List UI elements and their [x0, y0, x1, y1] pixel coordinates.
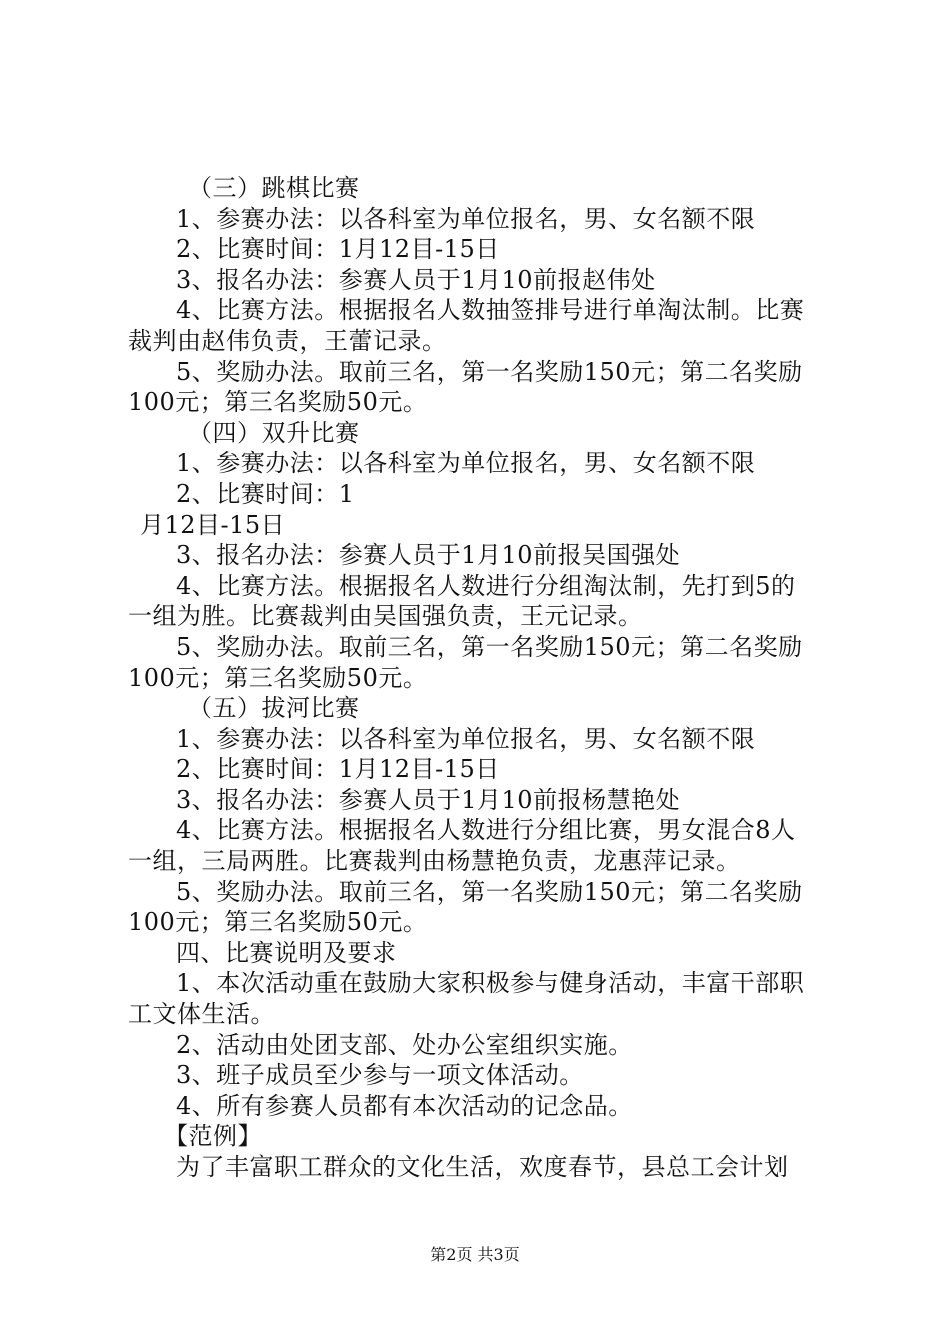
paragraph-line: 4、比赛方法。根据报名人数进行分组淘汰制，先打到5的 [176, 571, 796, 600]
paragraph-line: 3、报名办法：参赛人员于1月10前报杨慧艳处 [176, 785, 681, 814]
paragraph-line: 一组，三局两胜。比赛裁判由杨慧艳负责，龙惠萍记录。 [128, 847, 741, 876]
paragraph-line: 4、所有参赛人员都有本次活动的记念品。 [176, 1091, 633, 1120]
section-heading-checkers: （三）跳棋比赛 [188, 174, 360, 202]
paragraph-line: 1、参赛办法：以各科室为单位报名，男、女名额不限 [176, 204, 756, 233]
paragraph-line: 4、比赛方法。根据报名人数抽签排号进行单淘汰制。比赛 [176, 296, 805, 325]
page-footer: 第2页 共3页 [430, 1245, 520, 1264]
paragraph-line: 3、班子成员至少参与一项文体活动。 [176, 1061, 584, 1090]
paragraph-line: 100元；第三名奖励50元。 [128, 388, 428, 417]
paragraph-line: 100元；第三名奖励50元。 [128, 908, 428, 937]
section-heading-requirements: 四、比赛说明及要求 [176, 938, 397, 967]
paragraph-line: 100元；第三名奖励50元。 [128, 663, 428, 692]
paragraph-line: 2、比赛时间：1月12目-15日 [176, 235, 500, 264]
paragraph-line: 裁判由赵伟负责，王蕾记录。 [128, 326, 447, 355]
section-heading-shuangsheng: （四）双升比赛 [188, 418, 360, 447]
paragraph-line: 3、报名办法：参赛人员于1月10前报赵伟处 [176, 265, 656, 294]
paragraph-line: 1、参赛办法：以各科室为单位报名，男、女名额不限 [176, 724, 756, 753]
paragraph-line: 3、报名办法：参赛人员于1月10前报吴国强处 [176, 541, 681, 570]
paragraph-line: 一组为胜。比赛裁判由吴国强负责，王元记录。 [128, 602, 643, 631]
paragraph-line: 工文体生活。 [128, 1000, 275, 1029]
paragraph-line: 为了丰富职工群众的文化生活，欢度春节，县总工会计划 [176, 1153, 789, 1181]
paragraph-line: 5、奖励办法。取前三名，第一名奖励150元；第二名奖励 [176, 632, 803, 661]
paragraph-line: 4、比赛方法。根据报名人数进行分组比赛，男女混合8人 [176, 816, 796, 845]
paragraph-line: 1、本次活动重在鼓励大家积极参与健身活动，丰富干部职 [176, 969, 805, 998]
paragraph-line: 5、奖励办法。取前三名，第一名奖励150元；第二名奖励 [176, 877, 803, 906]
document-body [128, 173, 833, 1183]
example-heading: 【范例】 [164, 1122, 262, 1151]
paragraph-line: 2、比赛时间：1月12目-15日 [176, 755, 500, 784]
paragraph-line: 2、活动由处团支部、处办公室组织实施。 [176, 1030, 633, 1059]
paragraph-line: 月12目-15日 [140, 510, 286, 539]
paragraph-line: 2、比赛时间：1 [176, 479, 355, 508]
paragraph-line: 1、参赛办法：以各科室为单位报名，男、女名额不限 [176, 449, 756, 478]
paragraph-line: 5、奖励办法。取前三名，第一名奖励150元；第二名奖励 [176, 357, 803, 386]
section-heading-tug-of-war: （五）拔河比赛 [188, 694, 360, 723]
